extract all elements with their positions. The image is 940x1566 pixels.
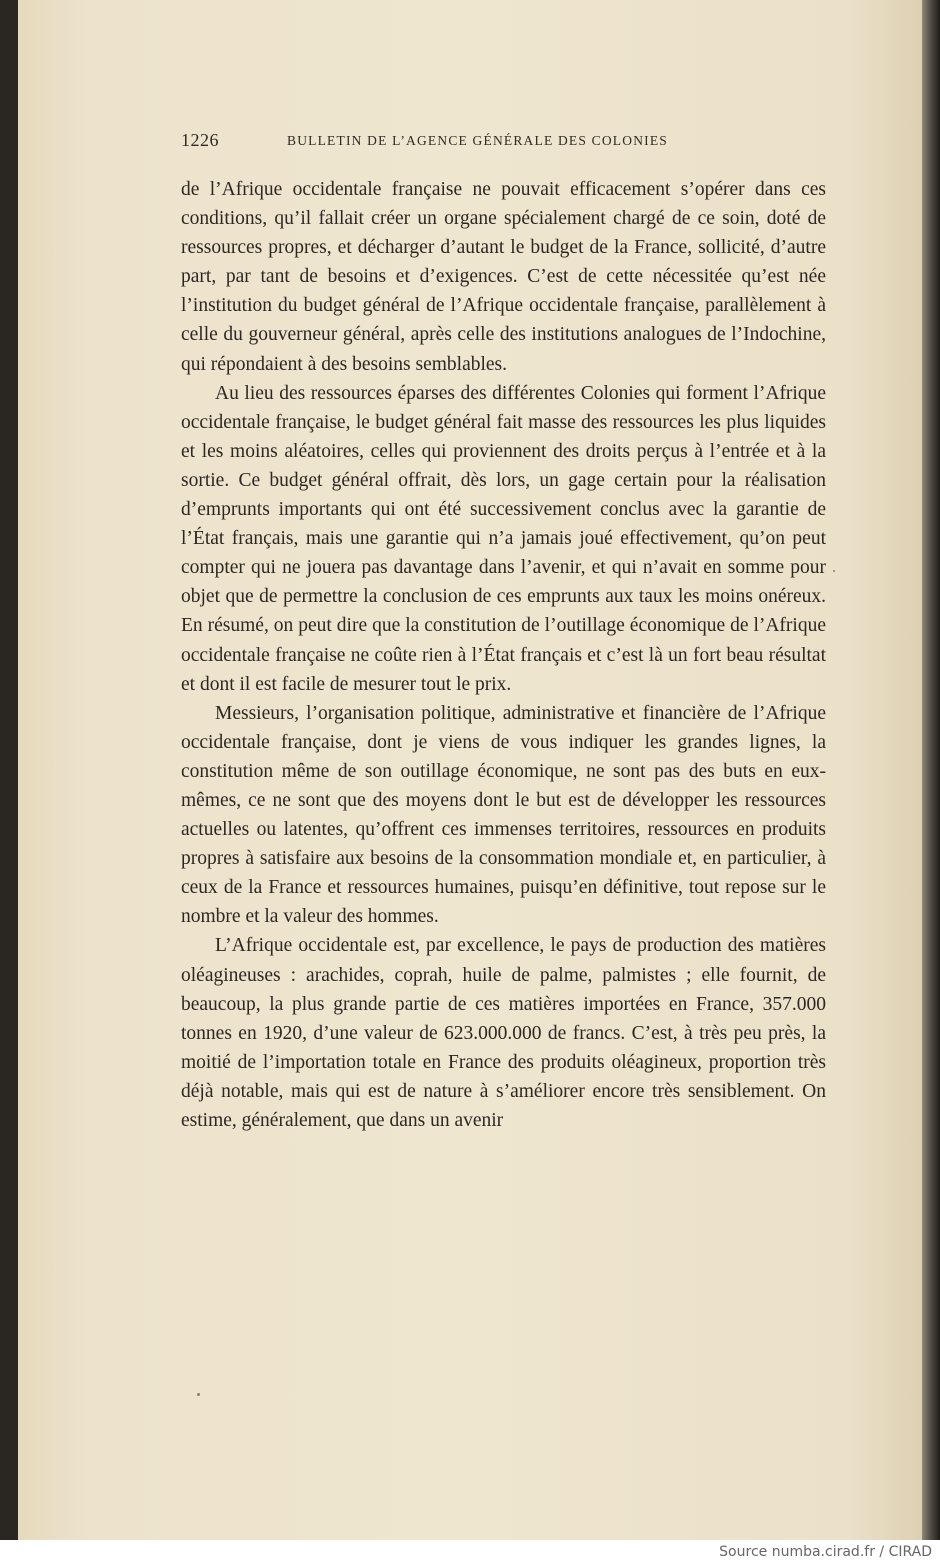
paragraph-1: de l’Afrique occidentale française ne pouvait efficacement s’opérer dans ces conditions, qu’il fallait créer un organe spécialement chargé de ce soin, doté de ressources propres, et décharger d’autant le budget de la France, sollicité, d’autre part, par tant de besoins et d’exigences. C’est de cette nécessitée qu’est née l’institution du budget général de l’Afrique occidentale française, parallèlement à celle du gouverneur général, après celle des institutions analogues de l’Indochine, qui répondaient à des besoins semblables. [181,179,826,375]
running-title: BULLETIN DE L’AGENCE GÉNÉRALE DES COLONIES [287,133,668,148]
source-credit: Source numba.cirad.fr / CIRAD [719,1544,932,1560]
page-number: 1226 [181,130,219,150]
page-edge-shadow [922,0,940,1540]
paper-speck [197,1393,200,1396]
paragraph-2: Au lieu des ressources éparses des différentes Colonies qui forment l’Afrique occidentale française, le budget général fait masse des ressources les plus liquides et les moins aléatoires, celles qui proviennent des droits perçus à l’entrée et à la sortie. Ce budget général offrait, dès lors, un gage certain pour la réalisation d’emprunts importants qui ont été successivement conclus avec la garantie de l’État français, mais une garantie qui n’a jamais joué effectivement, qu’on peut compter qui ne jouera pas davantage dans l’avenir, et qui n’avait en somme pour objet que de permettre la conclusion de ces emprunts aux taux les moins onéreux. En résumé, on peut dire que la constitution de l’outillage économique de l’Afrique occidentale française ne coûte rien à l’État français et c’est là un fort beau résultat et dont il est facile de mesurer tout le prix. [181,382,826,695]
body-text [181,175,826,1135]
paragraph-3: Messieurs, l’organisation politique, administrative et financière de l’Afrique occidentale française, dont je viens de vous indiquer les grandes lignes, la constitution même de son outillage économique, ne sont pas des buts en eux-mêmes, ce ne sont que des moyens dont le but est de développer les ressources actuelles ou latentes, qu’offrent ces immenses territoires, ressources en produits propres à satisfaire aux besoins de la consommation mondiale et, en particulier, à ceux de la France et ressources humaines, puisqu’en définitive, tout repose sur le nombre et la valeur des hommes. [181,702,826,928]
paper-speck [833,570,835,572]
paragraph-4: L’Afrique occidentale est, par excellence, le pays de production des matières oléagineuses : arachides, coprah, huile de palme, palmistes ; elle fournit, de beaucoup, la plus grande partie de ces matières importées en France, 357.000 tonnes en 1920, d’une valeur de 623.000.000 de francs. C’est, à très peu près, la moitié de l’importation totale en France des produits oléagineux, proportion très déjà notable, mais qui est de nature à s’améliorer encore très sensiblement. On estime, généralement, que dans un avenir [181,935,826,1131]
page-header [181,130,826,154]
